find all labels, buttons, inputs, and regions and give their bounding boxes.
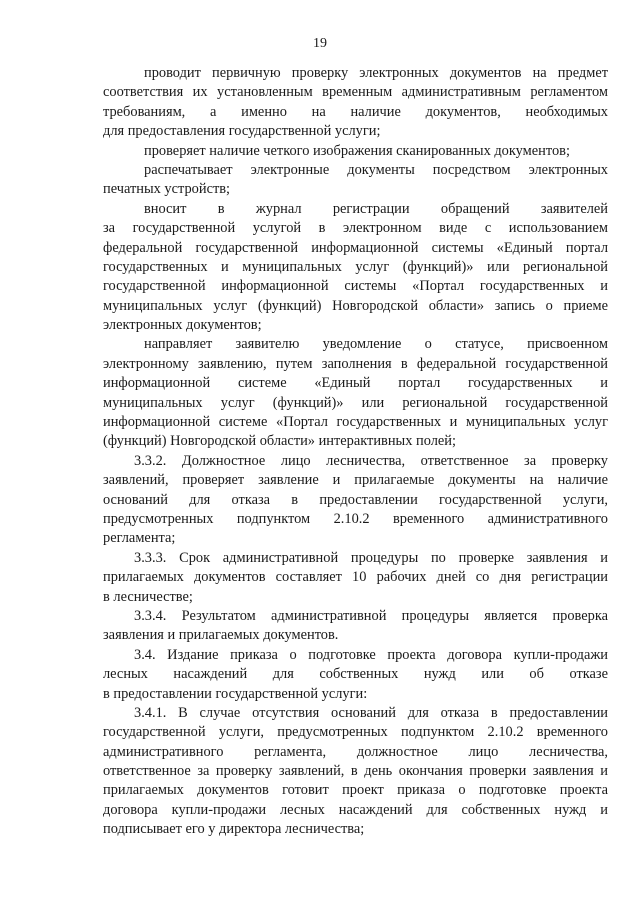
text-line: 3.4.1. В случае отсутствия оснований для отказа в предоставлении xyxy=(134,704,608,721)
text-line: распечатывает электронные документы посредством электронных xyxy=(144,161,608,178)
page-number: 19 xyxy=(313,36,327,51)
text-line: прилагаемых документов готовит проект приказа о подготовке проекта xyxy=(103,782,608,799)
text-line: лесных насаждений для собственных нужд или об отказе xyxy=(103,666,608,683)
text-line: 3.3.4. Результатом административной процедуры является проверка xyxy=(134,607,608,624)
text-line: административного регламента, должностное лицо лесничества, xyxy=(103,743,608,760)
body-text xyxy=(103,64,608,840)
text-line: государственной информационной системы «Портал государственных и xyxy=(103,278,608,295)
text-line: заявления и прилагаемых документов. xyxy=(103,627,339,644)
text-line: за государственной услугой в электронном виде с использованием xyxy=(103,220,608,237)
text-line: электронному заявлению, путем заполнения в федеральной государственной xyxy=(103,355,608,372)
text-line: муниципальных услуг (функций)» или региональной государственной xyxy=(103,394,608,411)
text-line: 3.3.2. Должностное лицо лесничества, ответственное за проверку xyxy=(134,452,608,469)
text-line: вносит в журнал регистрации обращений заявителей xyxy=(144,200,608,217)
text-line: государственной услуги, предусмотренных подпунктом 2.10.2 временного xyxy=(103,724,608,741)
text-line: (функций) Новгородской области» интерактивных полей; xyxy=(103,433,456,450)
text-line: оснований для отказа в предоставлении государственной услуги, xyxy=(103,491,608,508)
text-line: требованиям, а именно на наличие документов, необходимых xyxy=(103,103,608,120)
text-line: ответственное за проверку заявлений, в день окончания проверки заявления и xyxy=(103,763,608,780)
text-line: информационной системе «Единый портал государственных и xyxy=(103,375,608,392)
text-line: в лесничестве; xyxy=(103,588,193,605)
text-line: прилагаемых документов составляет 10 рабочих дней со дня регистрации xyxy=(103,569,608,586)
text-line: 3.4. Издание приказа о подготовке проекта договора купли-продажи xyxy=(134,646,608,663)
text-line: электронных документов; xyxy=(103,317,262,334)
text-line: в предоставлении государственной услуги: xyxy=(103,685,368,702)
text-line: федеральной государственной информационной системы «Единый портал xyxy=(103,239,608,256)
text-line: государственных и муниципальных услуг (функций)» или региональной xyxy=(103,258,608,275)
text-line: печатных устройств; xyxy=(103,181,231,198)
text-line: заявлений, проверяет заявление и прилагаемые документы на наличие xyxy=(103,472,608,489)
text-line: регламента; xyxy=(103,530,176,547)
text-line: информационной системе «Портал государственных и муниципальных услуг xyxy=(103,414,608,431)
text-line: подписывает его у директора лесничества; xyxy=(103,821,365,838)
text-line: направляет заявителю уведомление о статусе, присвоенном xyxy=(144,336,608,353)
text-line: предусмотренных подпунктом 2.10.2 временного административного xyxy=(103,510,608,527)
text-line: проверяет наличие четкого изображения сканированных документов; xyxy=(144,142,570,159)
text-line: соответствия их установленным временным административным регламентом xyxy=(103,84,608,101)
text-line: проводит первичную проверку электронных документов на предмет xyxy=(144,65,608,81)
text-line: договора купли-продажи лесных насаждений для собственных нужд и xyxy=(103,801,608,818)
text-line: муниципальных услуг (функций) Новгородской области» запись о приеме xyxy=(103,297,608,314)
text-line: 3.3.3. Срок административной процедуры по проверке заявления и xyxy=(134,549,608,566)
text-line: для предоставления государственной услуги; xyxy=(103,123,381,140)
